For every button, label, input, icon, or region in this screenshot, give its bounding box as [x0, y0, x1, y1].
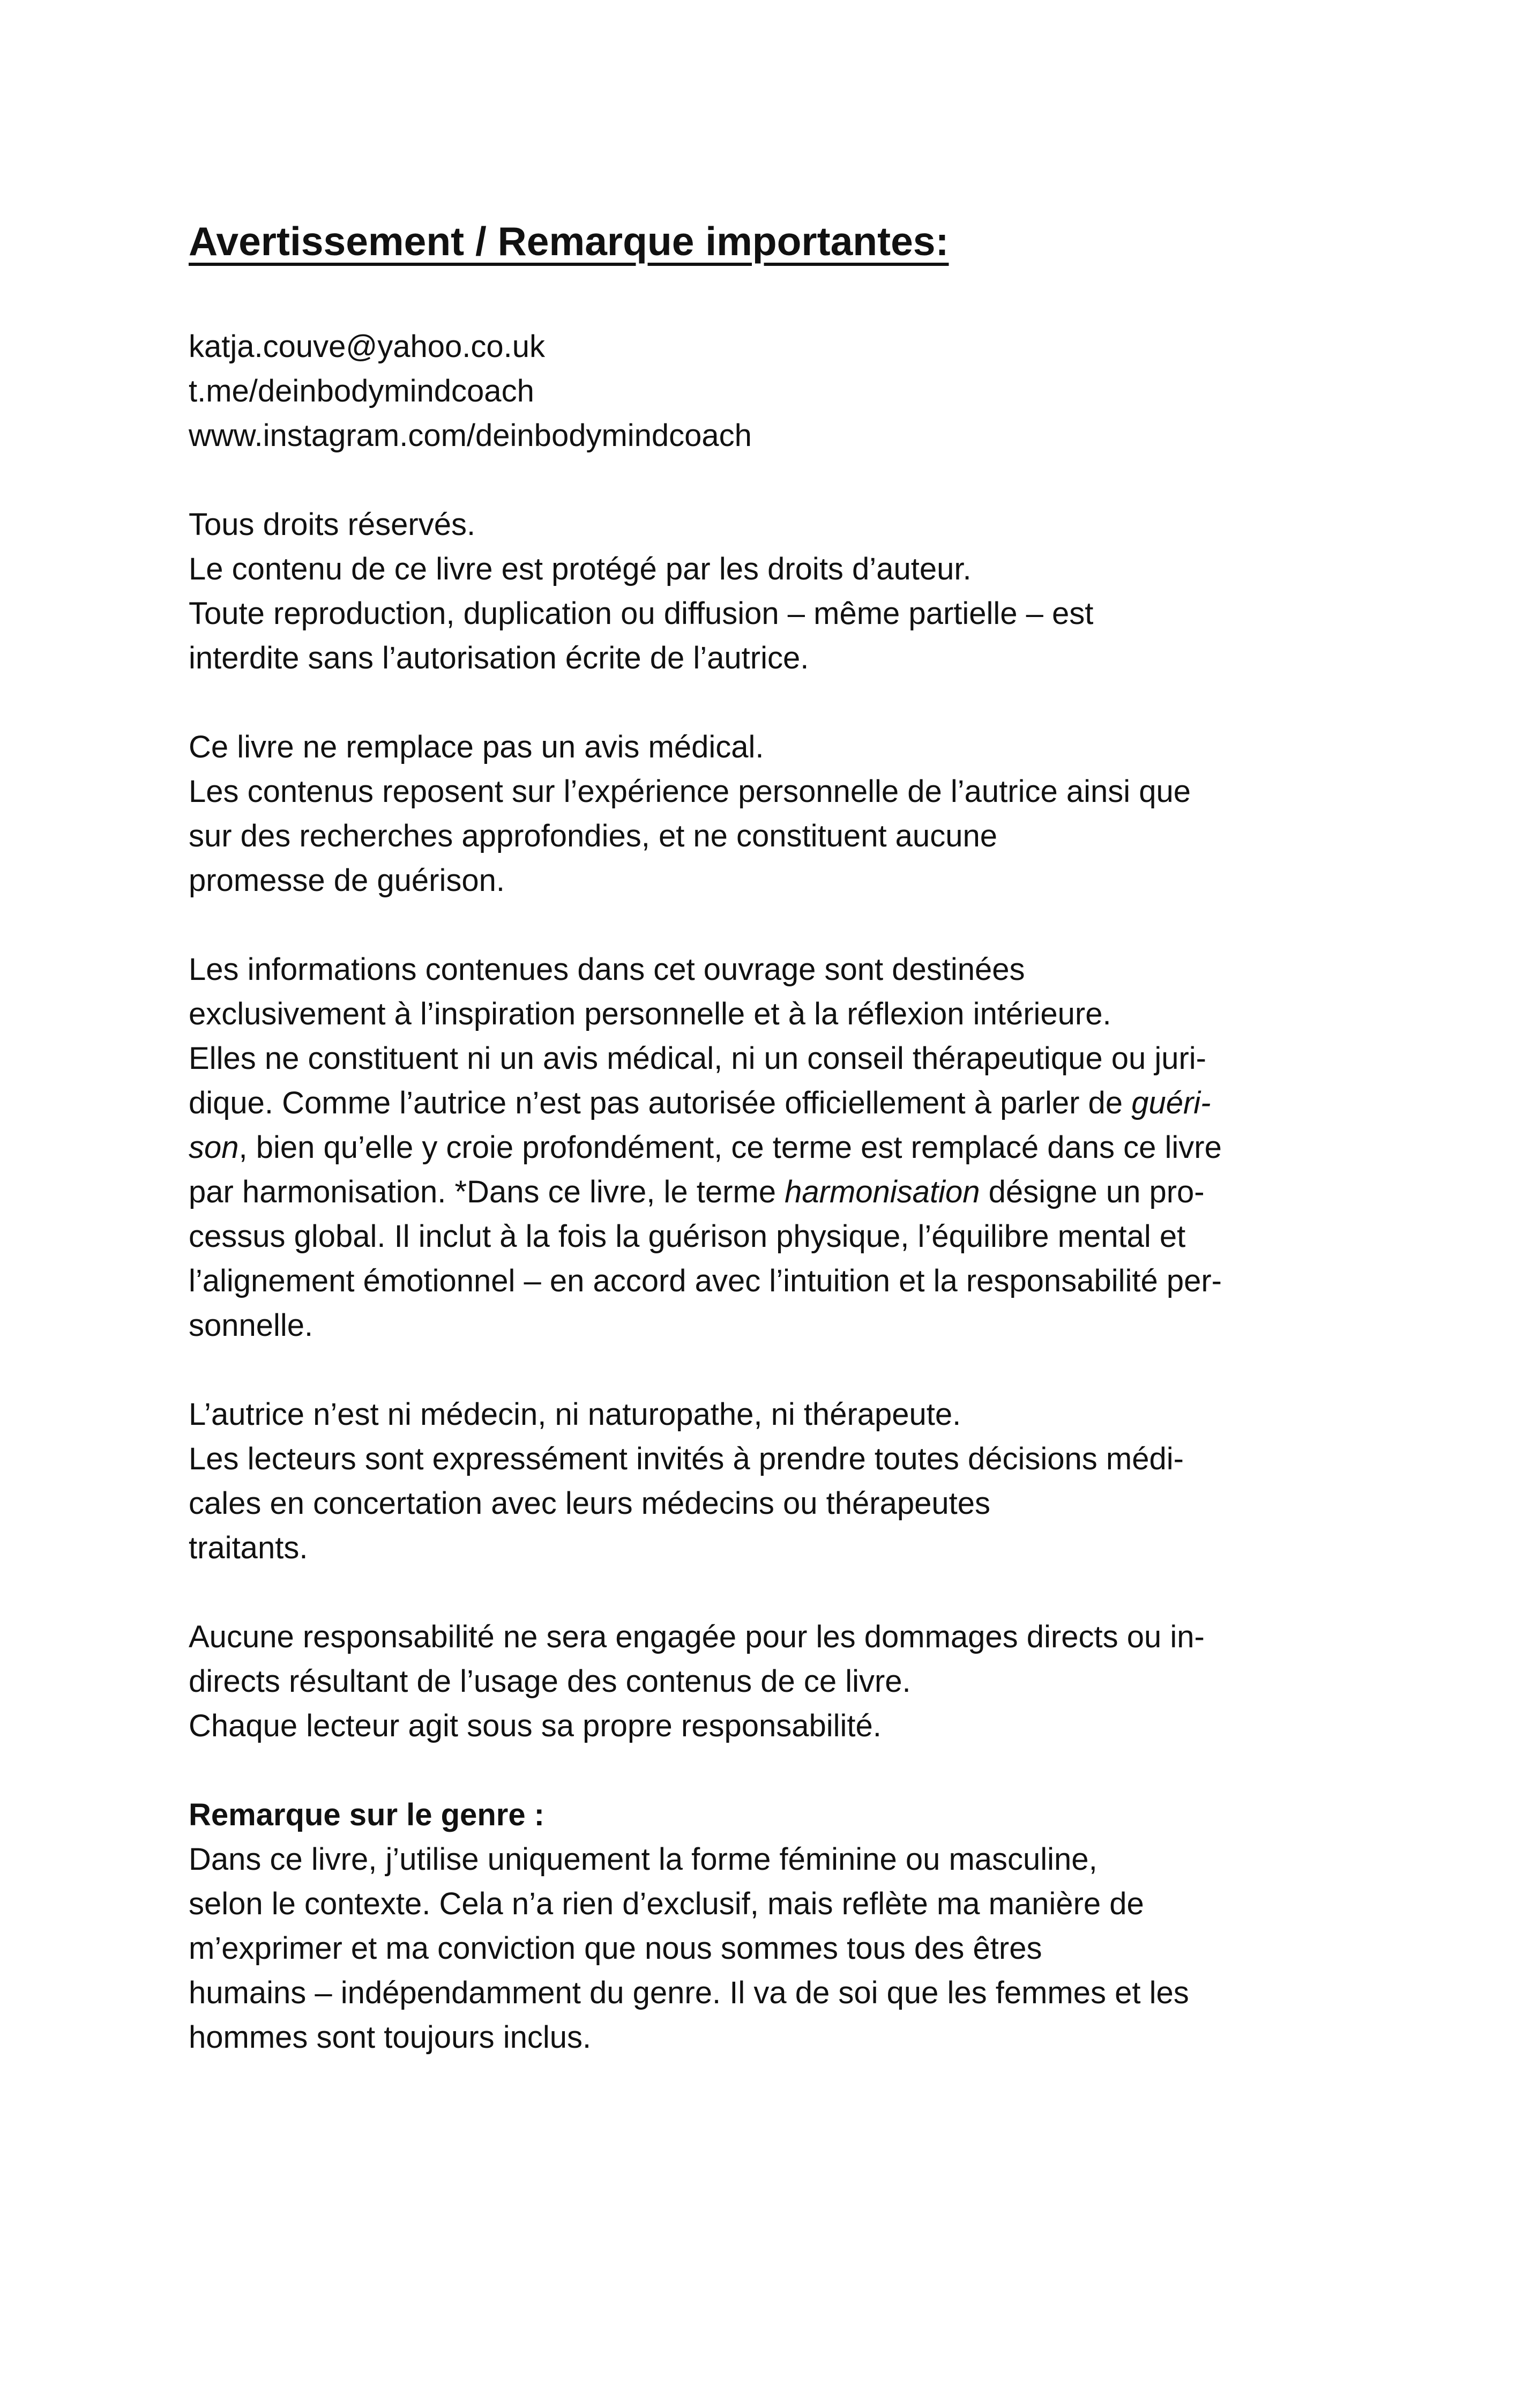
rights-paragraph	[189, 502, 1357, 680]
text-run: par harmonisation. *Dans ce livre, le terme	[189, 1175, 785, 1209]
paragraph-line: Les contenus reposent sur l’expérience personnelle de l’autrice ainsi que	[189, 774, 1191, 809]
paragraph-line: humains – indépendamment du genre. Il va de soi que les femmes et les	[189, 1975, 1189, 2010]
paragraph-line: cessus global. Il inclut à la fois la guérison physique, l’équilibre mental et	[189, 1219, 1186, 1254]
paragraph-line: Le contenu de ce livre est protégé par les droits d’auteur.	[189, 552, 972, 586]
paragraph-line: exclusivement à l’inspiration personnelle et à la réflexion intérieure.	[189, 997, 1111, 1031]
medical-paragraph	[189, 725, 1357, 903]
paragraph-line: sonnelle.	[189, 1308, 313, 1343]
paragraph-line: promesse de guérison.	[189, 863, 505, 898]
contact-telegram: t.me/deinbodymindcoach	[189, 374, 534, 408]
text-run: , bien qu’elle y croie profondément, ce terme est remplacé dans ce livre	[238, 1130, 1222, 1165]
gender-note-heading: Remarque sur le genre :	[189, 1797, 544, 1832]
page-title: Avertissement / Remarque importantes:	[189, 219, 949, 264]
contact-instagram: www.instagram.com/deinbodymindcoach	[189, 418, 752, 453]
paragraph-line: Ce livre ne remplace pas un avis médical.	[189, 730, 764, 764]
paragraph-line: Les informations contenues dans cet ouvrage sont destinées	[189, 952, 1025, 987]
paragraph-line: Tous droits réservés.	[189, 507, 476, 542]
italic-term: son	[189, 1130, 239, 1165]
paragraph-line: selon le contexte. Cela n’a rien d’exclusif, mais reflète ma manière de	[189, 1886, 1144, 1921]
page-content	[189, 214, 1357, 2104]
paragraph-line: traitants.	[189, 1530, 308, 1565]
paragraph-line: Elles ne constituent ni un avis médical, ni un conseil thérapeutique ou juri-	[189, 1041, 1206, 1076]
paragraph-line: interdite sans l’autorisation écrite de l’autrice.	[189, 641, 809, 675]
paragraph-line	[189, 1125, 1357, 1170]
paragraph-line: sur des recherches approfondies, et ne constituent aucune	[189, 819, 997, 853]
paragraph-line: Aucune responsabilité ne sera engagée pour les dommages directs ou in-	[189, 1619, 1205, 1654]
text-run: désigne un pro-	[980, 1175, 1205, 1209]
paragraph-line: hommes sont toujours inclus.	[189, 2020, 592, 2055]
paragraph-line: Les lecteurs sont expressément invités à prendre toutes décisions médi-	[189, 1441, 1184, 1476]
information-paragraph	[189, 947, 1357, 1348]
paragraph-line	[189, 1081, 1357, 1125]
paragraph-line: L’autrice n’est ni médecin, ni naturopathe, ni thérapeute.	[189, 1397, 961, 1432]
text-run: dique. Comme l’autrice n’est pas autorisée officiellement à parler de	[189, 1086, 1132, 1120]
paragraph-line: directs résultant de l’usage des contenus de ce livre.	[189, 1664, 911, 1699]
contact-email: katja.couve@yahoo.co.uk	[189, 329, 546, 364]
paragraph-line: cales en concertation avec leurs médecins ou thérapeutes	[189, 1486, 990, 1521]
paragraph-line: Dans ce livre, j’utilise uniquement la forme féminine ou masculine,	[189, 1842, 1098, 1877]
paragraph-line: Chaque lecteur agit sous sa propre responsabilité.	[189, 1708, 882, 1743]
italic-term: guéri-	[1131, 1086, 1211, 1120]
author-paragraph	[189, 1392, 1357, 1570]
contact-block	[189, 324, 1357, 458]
gender-note	[189, 1793, 1357, 2060]
liability-paragraph	[189, 1615, 1357, 1748]
italic-term: harmonisation	[785, 1175, 980, 1209]
paragraph-line: l’alignement émotionnel – en accord avec l’intuition et la responsabilité per-	[189, 1264, 1222, 1298]
paragraph-line: m’exprimer et ma conviction que nous sommes tous des êtres	[189, 1931, 1042, 1966]
paragraph-line: Toute reproduction, duplication ou diffusion – même partielle – est	[189, 596, 1094, 631]
paragraph-line	[189, 1170, 1357, 1214]
